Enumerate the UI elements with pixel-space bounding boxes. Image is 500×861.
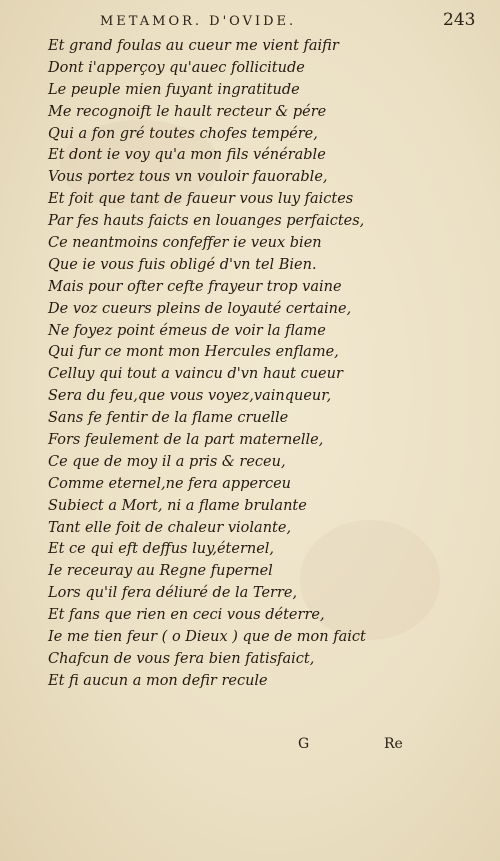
- verse-line: Mais pour ofter cefte frayeur trop vaine: [48, 278, 342, 295]
- verse-text: [48, 36, 448, 693]
- verse-line: Ie me tien feur ( o Dieux ) que de mon faict: [48, 629, 366, 646]
- verse-line: Et fi aucun a mon defir recule: [48, 672, 268, 689]
- verse-line: Tant elle foit de chaleur violante,: [48, 519, 292, 536]
- verse-line: Chafcun de vous fera bien fatisfaict,: [48, 650, 315, 667]
- verse-line: Ie receuray au Regne fupernel: [48, 563, 273, 580]
- verse-line: Ce neantmoins confeffer ie veux bien: [48, 235, 322, 252]
- verse-line: Et grand foulas au cueur me vient faifir: [48, 38, 339, 54]
- verse-line: Le peuple mien fuyant ingratitude: [48, 81, 300, 98]
- verse-line: Qui a fon gré toutes chofes tempére,: [48, 125, 318, 142]
- catchword: Re: [384, 736, 403, 752]
- verse-line: Vous portez tous vn vouloir fauorable,: [48, 169, 328, 186]
- verse-line: Qui fur ce mont mon Hercules enflame,: [48, 344, 339, 361]
- verse-line: Dont i'apperçoy qu'auec follicitude: [48, 59, 305, 76]
- verse-line: Et ce qui eft deffus luy,éternel,: [48, 541, 275, 558]
- verse-line: De voz cueurs pleins de loyauté certaine,: [48, 300, 352, 317]
- signature-mark: G: [298, 736, 310, 752]
- verse-line: Que ie vous fuis obligé d'vn tel Bien.: [48, 256, 317, 273]
- page-footer: [0, 736, 500, 760]
- page-number: 243: [443, 10, 476, 30]
- verse-line: Sera du feu,que vous voyez,vainqueur,: [48, 388, 332, 405]
- verse-line: Lors qu'il fera déliuré de la Terre,: [48, 585, 298, 602]
- page-header: [0, 10, 500, 36]
- verse-line: Et dont ie voy qu'a mon fils vénérable: [48, 147, 326, 164]
- verse-line: Celluy qui tout a vaincu d'vn haut cueur: [48, 366, 343, 383]
- verse-line: Ce que de moy il a pris & receu,: [48, 453, 286, 470]
- verse-line: Ne foyez point émeus de voir la flame: [48, 322, 326, 339]
- running-head: METAMOR. D'OVIDE.: [100, 14, 297, 29]
- verse-line: Sans fe fentir de la flame cruelle: [48, 410, 289, 427]
- verse-line: Et foit que tant de faueur vous luy faictes: [48, 191, 354, 208]
- verse-line: Comme eternel,ne fera apperceu: [48, 475, 292, 492]
- verse-line: Fors feulement de la part maternelle,: [48, 432, 324, 449]
- verse-line: Me recognoift le hault recteur & pére: [48, 103, 327, 120]
- verse-line: Et fans que rien en ceci vous déterre,: [48, 607, 325, 624]
- verse-line: Par fes hauts faicts en louanges perfaictes,: [48, 213, 365, 230]
- verse-line: Subiect a Mort, ni a flame brulante: [48, 497, 307, 514]
